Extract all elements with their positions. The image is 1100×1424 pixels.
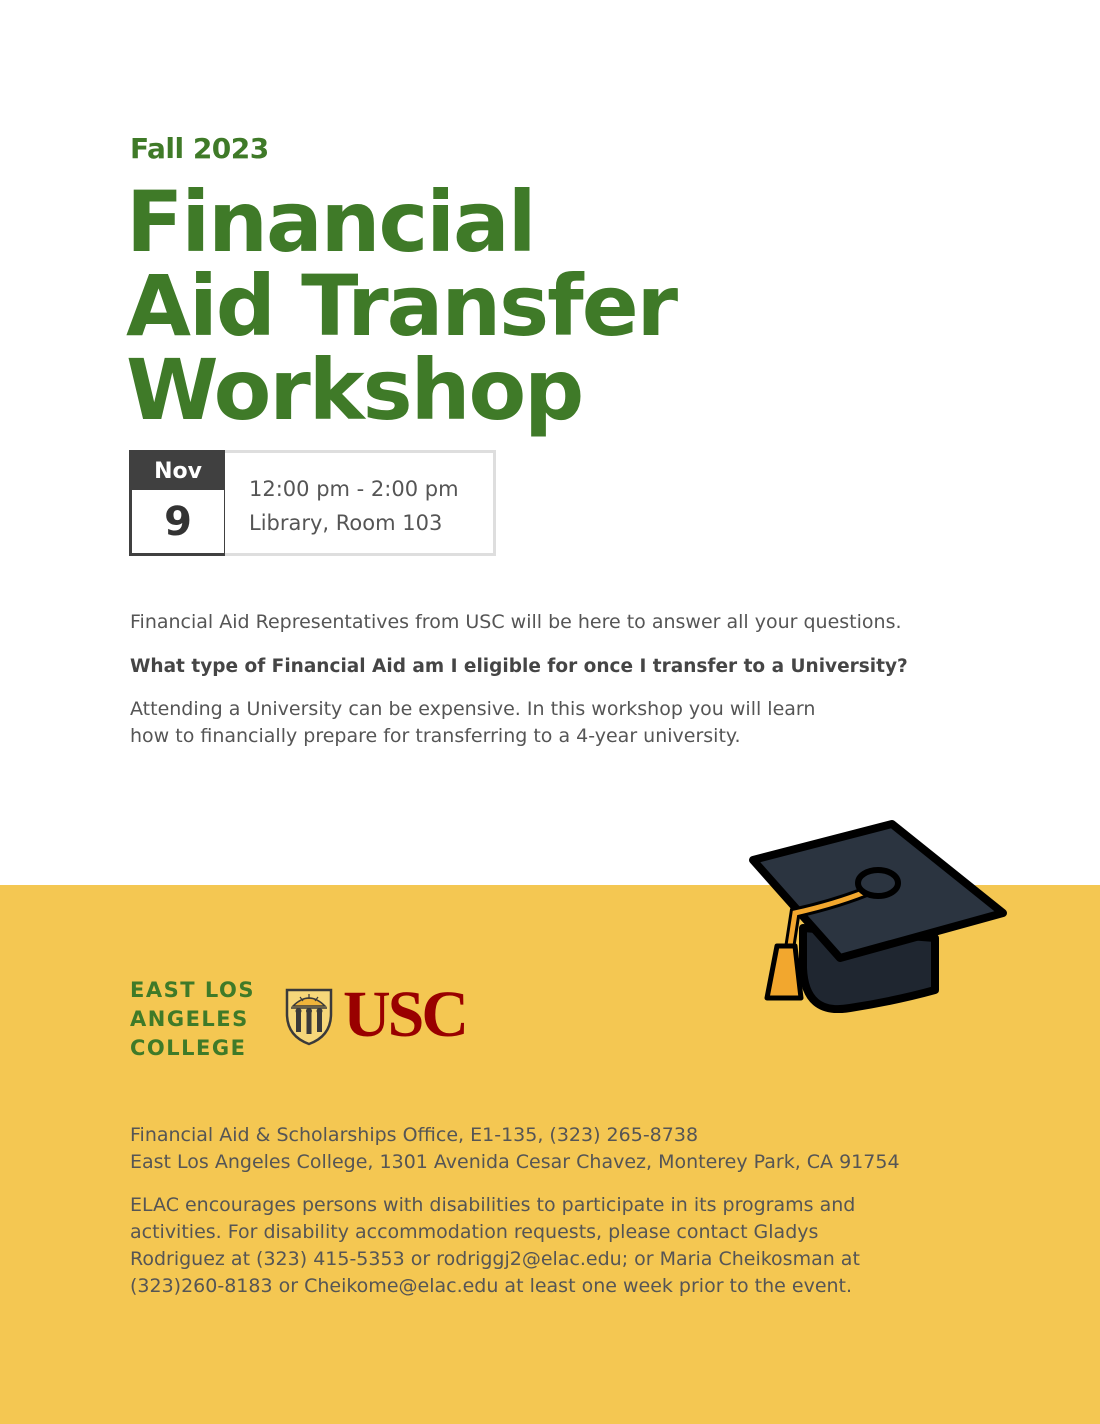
disability-notice-text	[130, 1192, 930, 1300]
event-details-box	[225, 450, 496, 556]
usc-wordmark: USC	[343, 978, 467, 1051]
calendar-date-badge	[129, 450, 227, 556]
disability-line-2: activities. For disability accommodation requests, please contact Gladys	[130, 1221, 819, 1243]
usc-seal-icon	[284, 986, 334, 1046]
disability-line-3: Rodriguez at (323) 415-5353 or rodriggj2@elac.edu; or Maria Cheikosman at	[130, 1248, 860, 1270]
season-label: Fall 2023	[130, 132, 269, 165]
intro-text: Financial Aid Representatives from USC will be here to answer all your questions.	[130, 611, 902, 633]
event-location: Library, Room 103	[249, 511, 443, 535]
office-contact-text	[130, 1122, 900, 1176]
disability-line-4: (323)260-8183 or Cheikome@elac.edu at least one week prior to the event.	[130, 1275, 853, 1297]
graduation-cap-icon	[745, 818, 1010, 1013]
question-text: What type of Financial Aid am I eligible for once I transfer to a University?	[130, 656, 908, 677]
elac-logo	[130, 976, 255, 1063]
calendar-day: 9	[164, 499, 192, 545]
office-line-2: East Los Angeles College, 1301 Avenida Cesar Chavez, Monterey Park, CA 91754	[130, 1151, 900, 1173]
event-time: 12:00 pm - 2:00 pm	[249, 477, 459, 501]
title-line-3: Workshop	[126, 341, 583, 439]
office-line-1: Financial Aid & Scholarships Office, E1-135, (323) 265-8738	[130, 1124, 699, 1146]
elac-logo-line-1: EAST LOS	[130, 978, 255, 1002]
page-title	[126, 173, 677, 439]
elac-logo-line-2: ANGELES	[130, 1007, 249, 1031]
title-line-1: Financial	[126, 173, 535, 271]
disability-line-1: ELAC encourages persons with disabilities to participate in its programs and	[130, 1194, 856, 1216]
title-line-2: Aid Transfer	[126, 257, 677, 355]
description-text	[130, 696, 890, 750]
elac-logo-line-3: COLLEGE	[130, 1036, 247, 1060]
calendar-month: Nov	[132, 453, 224, 490]
description-line-1: Attending a University can be expensive. In this workshop you will learn	[130, 698, 816, 720]
description-line-2: how to financially prepare for transferring to a 4-year university.	[130, 725, 741, 747]
